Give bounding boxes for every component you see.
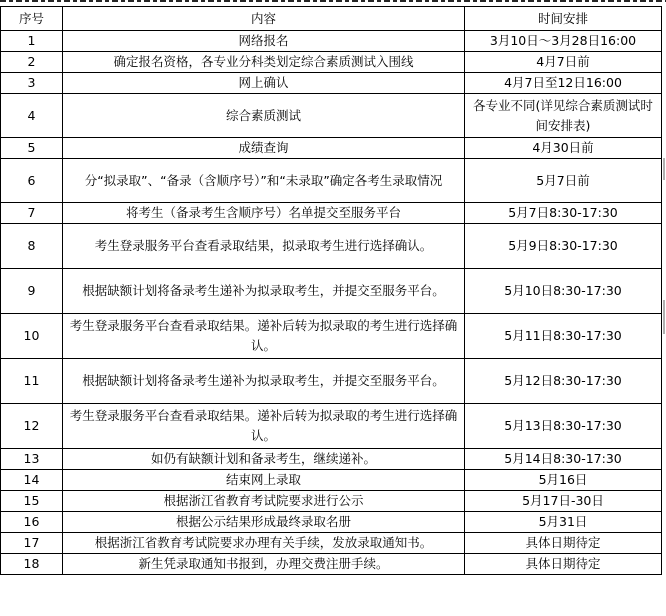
row-num: 5 [1,138,63,159]
row-num: 9 [1,269,63,314]
table-row [1,269,662,314]
header-time: 时间安排 [465,7,662,31]
row-time: 具体日期待定 [465,554,662,575]
row-content: 根据缺额计划将备录考生递补为拟录取考生，并提交至服务平台。 [63,269,465,314]
row-content: 将考生（备录考生含顺序号）名单提交至服务平台 [63,203,465,224]
admission-schedule-table [0,6,662,575]
row-content: 网络报名 [63,31,465,52]
row-content: 根据公示结果形成最终录取名册 [63,512,465,533]
table-row [1,491,662,512]
row-content: 如仍有缺额计划和备录考生，继续递补。 [63,449,465,470]
table-row [1,138,662,159]
row-num: 10 [1,314,63,359]
row-time: 5月14日8:30-17:30 [465,449,662,470]
table-row [1,404,662,449]
header-content: 内容 [63,7,465,31]
row-content: 根据浙江省教育考试院要求办理有关手续，发放录取通知书。 [63,533,465,554]
row-content: 考生登录服务平台查看录取结果，拟录取考生进行选择确认。 [63,224,465,269]
row-num: 17 [1,533,63,554]
row-content: 网上确认 [63,73,465,94]
table-row [1,449,662,470]
row-num: 1 [1,31,63,52]
cropped-heading-remnant [0,0,666,2]
row-num: 7 [1,203,63,224]
row-num: 14 [1,470,63,491]
row-time: 5月9日8:30-17:30 [465,224,662,269]
header-num: 序号 [1,7,63,31]
row-num: 4 [1,94,63,138]
row-content: 根据缺额计划将备录考生递补为拟录取考生，并提交至服务平台。 [63,359,465,404]
row-content: 确定报名资格，各专业分科类划定综合素质测试入围线 [63,52,465,73]
row-num: 2 [1,52,63,73]
row-time: 4月7日前 [465,52,662,73]
table-row [1,159,662,203]
row-content: 考生登录服务平台查看录取结果。递补后转为拟录取的考生进行选择确认。 [63,314,465,359]
row-num: 6 [1,159,63,203]
row-time: 5月31日 [465,512,662,533]
table-header-row [1,7,662,31]
row-content: 考生登录服务平台查看录取结果。递补后转为拟录取的考生进行选择确认。 [63,404,465,449]
row-time: 5月11日8:30-17:30 [465,314,662,359]
table-row [1,224,662,269]
table-row [1,470,662,491]
table-row [1,314,662,359]
row-num: 8 [1,224,63,269]
right-edge-mark [663,158,665,180]
right-edge-mark [663,300,665,334]
row-content: 综合素质测试 [63,94,465,138]
row-num: 11 [1,359,63,404]
row-content: 新生凭录取通知书报到，办理交费注册手续。 [63,554,465,575]
row-time: 5月13日8:30-17:30 [465,404,662,449]
table-row [1,73,662,94]
row-time: 5月12日8:30-17:30 [465,359,662,404]
row-content: 分“拟录取”、“备录（含顺序号）”和“未录取”确定各考生录取情况 [63,159,465,203]
table-row [1,359,662,404]
table-row [1,533,662,554]
row-num: 3 [1,73,63,94]
table-row [1,554,662,575]
row-content: 结束网上录取 [63,470,465,491]
row-num: 12 [1,404,63,449]
row-time: 5月7日前 [465,159,662,203]
table-row [1,512,662,533]
row-content: 根据浙江省教育考试院要求进行公示 [63,491,465,512]
table-row [1,203,662,224]
row-num: 13 [1,449,63,470]
row-time: 5月10日8:30-17:30 [465,269,662,314]
row-time: 4月7日至12日16:00 [465,73,662,94]
row-content: 成绩查询 [63,138,465,159]
row-num: 15 [1,491,63,512]
row-time: 5月17日-30日 [465,491,662,512]
row-time: 3月10日～3月28日16:00 [465,31,662,52]
row-num: 16 [1,512,63,533]
table-row [1,52,662,73]
row-time: 5月16日 [465,470,662,491]
row-time: 各专业不同(详见综合素质测试时间安排表) [465,94,662,138]
table-row [1,94,662,138]
row-time: 5月7日8:30-17:30 [465,203,662,224]
row-num: 18 [1,554,63,575]
row-time: 4月30日前 [465,138,662,159]
table-row [1,31,662,52]
row-time: 具体日期待定 [465,533,662,554]
